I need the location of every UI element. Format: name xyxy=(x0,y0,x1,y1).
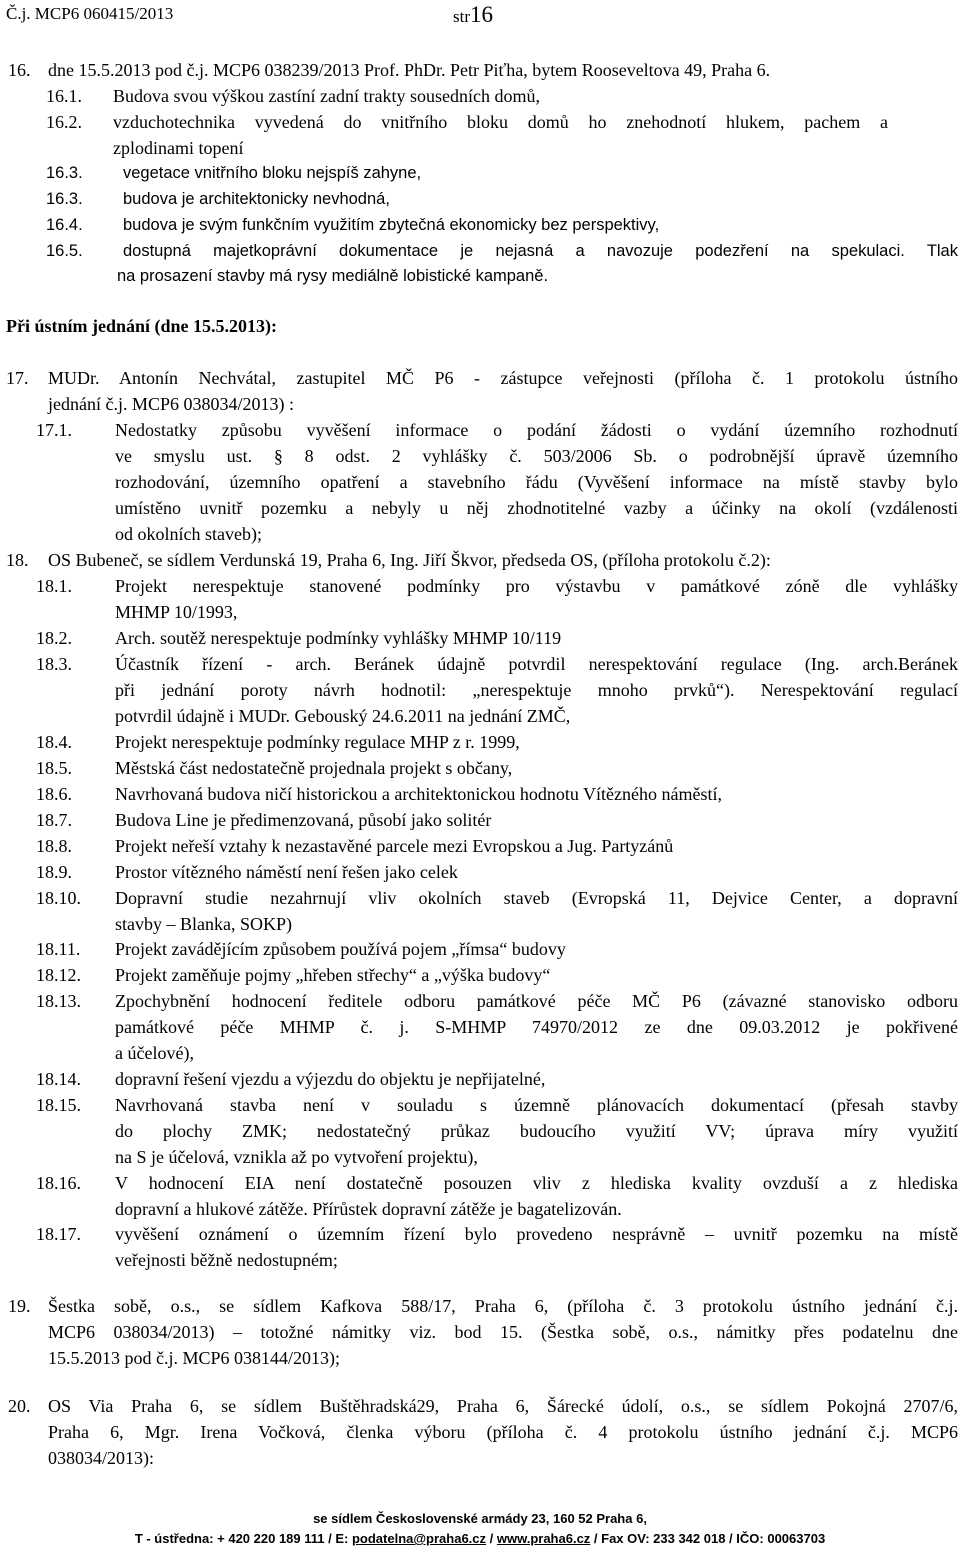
item-text: 038034/2013): xyxy=(48,1448,154,1468)
item-text: MCP6 038034/2013) – totožné námitky viz. bod 15. (Šestka sobě, o.s., námitky přes podatelnu dne xyxy=(48,1322,958,1342)
item-number: 16.5. xyxy=(46,242,83,260)
item-text: OS Via Praha 6, se sídlem Buštěhradská29, Praha 6, Šárecké údolí, o.s., se sídlem Pokojná 2707/6, xyxy=(48,1396,958,1416)
item-number: 16.1. xyxy=(46,86,82,106)
item-number: 18.8. xyxy=(36,836,72,856)
item-number: 16.3. xyxy=(46,190,83,208)
item-text: při jednání poroty návrh hodnotil: „nerespektuje mnoho prvků“). Nerespektování regulací xyxy=(115,680,958,700)
item-text: do plochy ZMK; nedostatečný průkaz budoucího využití VV; úprava míry využití xyxy=(115,1121,958,1141)
document-reference: Č.j. MCP6 060415/2013 xyxy=(6,4,174,23)
item-text: dostupná majetkoprávní dokumentace je nejasná a navozuje podezření na spekulaci. Tlak xyxy=(123,242,958,260)
item-text: dne 15.5.2013 pod č.j. MCP6 038239/2013 Prof. PhDr. Petr Piťha, bytem Rooseveltova 49, Praha 6. xyxy=(48,60,771,80)
item-text: 15.5.2013 pod č.j. MCP6 038144/2013); xyxy=(48,1348,341,1368)
item-text: Budova Line je předimenzovaná, působí jako solitér xyxy=(115,810,492,830)
item-text: dopravní řešení vjezdu a výjezdu do objektu je nepřijatelné, xyxy=(115,1069,546,1089)
item-text: Městská část nedostatečně projednala projekt s občany, xyxy=(115,758,513,778)
item-text: Projekt zaměňuje pojmy „hřeben střechy“ a „výška budovy“ xyxy=(115,965,551,985)
item-number: 16.4. xyxy=(46,216,83,234)
item-text: OS Bubeneč, se sídlem Verdunská 19, Praha 6, Ing. Jiří Škvor, předseda OS, (příloha protokolu č.2): xyxy=(48,550,771,570)
item-text: stavby – Blanka, SOKP) xyxy=(115,914,292,934)
page-number: str16 xyxy=(453,2,493,27)
item-number: 18.4. xyxy=(36,732,72,752)
item-text: Navrhovaná stavba není v souladu s územně plánovacích dokumentací (přesah stavby xyxy=(115,1095,958,1115)
email-link[interactable]: podatelna@praha6.cz xyxy=(351,1531,487,1546)
item-text: dopravní a hlukové zátěže. Přírůstek dopravní zátěže je bagatelizován. xyxy=(115,1199,622,1219)
item-text: MHMP 10/1993, xyxy=(115,602,238,622)
item-text: jednání č.j. MCP6 038034/2013) : xyxy=(48,394,294,414)
item-text: Šestka sobě, o.s., se sídlem Kafkova 588/17, Praha 6, (příloha č. 3 protokolu ústního jednání č.j. xyxy=(48,1296,958,1316)
item-number: 19. xyxy=(8,1296,31,1316)
item-number: 18.15. xyxy=(36,1095,81,1115)
item-text: Prostor vítězného náměstí není řešen jako celek xyxy=(115,862,458,882)
item-text: Dopravní studie nezahrnují vliv okolních staveb (Evropská 11, Dejvice Center, a dopravní xyxy=(115,888,958,908)
item-number: 17.1. xyxy=(36,420,72,440)
item-number: 20. xyxy=(8,1396,31,1416)
item-number: 16.3. xyxy=(46,164,83,182)
item-number: 16. xyxy=(8,60,31,80)
website-link[interactable]: www.praha6.cz xyxy=(496,1531,591,1546)
item-text: a účelové), xyxy=(115,1043,194,1063)
item-number: 18.6. xyxy=(36,784,72,804)
item-text: vyvěšení oznámení o územním řízení bylo provedeno nesprávně – uvnitř pozemku na místě xyxy=(115,1224,958,1244)
item-text: rozhodování, územního opatření a stavebního řádu (Vyvěšení informace na místě stavby bylo xyxy=(115,472,958,492)
item-number: 17. xyxy=(6,368,29,388)
item-text: Arch. soutěž nerespektuje podmínky vyhlášky MHMP 10/119 xyxy=(115,628,562,648)
item-number: 18.9. xyxy=(36,862,72,882)
footer-contact: T - ústředna: + 420 220 189 111 / E: podatelna@praha6.cz / www.praha6.cz / Fax OV: 233 342 018 / IČO: 00063703 xyxy=(134,1531,826,1546)
item-text: zplodinami topení xyxy=(113,138,244,158)
item-number: 18.5. xyxy=(36,758,72,778)
item-text: Projekt neřeší vztahy k nezastavěné parcele mezi Evropskou a Jug. Partyzánů xyxy=(115,836,674,856)
item-text: V hodnocení EIA není dostatečně posouzen vliv z hlediska kvality ovzduší a z hlediska xyxy=(115,1173,958,1193)
item-text: veřejnosti běžně nedostupném; xyxy=(115,1250,338,1270)
item-number: 18.1. xyxy=(36,576,72,596)
item-number: 18.10. xyxy=(36,888,81,908)
footer-address: se sídlem Československé armády 23, 160 52 Praha 6, xyxy=(313,1511,647,1526)
item-text: budova je svým funkčním využitím zbytečná ekonomicky bez perspektivy, xyxy=(123,216,660,234)
item-text: na S je účelová, vznikla až po vytvoření projektu), xyxy=(115,1147,478,1167)
item-text: na prosazení stavby má rysy mediálně lobistické kampaně. xyxy=(117,267,549,285)
item-text: Zpochybnění hodnocení ředitele odboru památkové péče MČ P6 (závazné stanovisko odboru xyxy=(115,991,958,1011)
item-text: Účastník řízení - arch. Beránek údajně potvrdil nerespektování regulace (Ing. arch.Beránek xyxy=(115,654,958,674)
item-text: vzduchotechnika vyvedená do vnitřního bloku domů ho znehodnotí hlukem, pachem a xyxy=(113,112,888,132)
item-text: památkové péče MHMP č. j. S-MHMP 74970/2012 ze dne 09.03.2012 je pokřivené xyxy=(115,1017,958,1037)
item-text: vegetace vnitřního bloku nejspíš zahyne, xyxy=(123,164,422,182)
item-text: Projekt nerespektuje stanovené podmínky pro výstavbu v památkové zóně dle vyhlášky xyxy=(115,576,958,596)
item-text: potvrdil údajně i MUDr. Gebouský 24.6.2011 na jednání ZMČ, xyxy=(115,706,571,726)
item-number: 18.13. xyxy=(36,991,81,1011)
item-number: 18.7. xyxy=(36,810,72,830)
item-number: 18.14. xyxy=(36,1069,81,1089)
item-text: Projekt zavádějícím způsobem používá pojem „římsa“ budovy xyxy=(115,939,566,959)
item-number: 18.16. xyxy=(36,1173,81,1193)
item-text: Budova svou výškou zastíní zadní trakty sousedních domů, xyxy=(113,86,540,106)
item-text: budova je architektonicky nevhodná, xyxy=(123,190,390,208)
item-number: 18. xyxy=(6,550,29,570)
item-text: Projekt nerespektuje podmínky regulace MHP z r. 1999, xyxy=(115,732,520,752)
item-text: Navrhovaná budova ničí historickou a architektonickou hodnotu Vítězného náměstí, xyxy=(115,784,723,804)
section-title: Při ústním jednání (dne 15.5.2013): xyxy=(6,316,278,336)
item-number: 18.11. xyxy=(36,939,81,959)
item-text: Nedostatky způsobu vyvěšení informace o podání žádosti o vydání územního rozhodnutí xyxy=(115,420,958,440)
item-number: 18.2. xyxy=(36,628,72,648)
item-text: od okolních staveb); xyxy=(115,524,262,544)
item-text: Praha 6, Mgr. Irena Vočková, členka výboru (příloha č. 4 protokolu ústního jednání č.j. MCP6 xyxy=(48,1422,958,1442)
item-number: 18.12. xyxy=(36,965,81,985)
item-number: 16.2. xyxy=(46,112,82,132)
item-text: ve smyslu ust. § 8 odst. 2 vyhlášky č. 503/2006 Sb. o podrobnější úpravě územního xyxy=(115,446,958,466)
item-text: umístěno uvnitř pozemku a nebyly u něj zhodnotitelné vazby a účinky na okolí (vzdálenosti xyxy=(115,498,958,518)
item-number: 18.3. xyxy=(36,654,72,674)
item-text: MUDr. Antonín Nechvátal, zastupitel MČ P6 - zástupce veřejnosti (příloha č. 1 protokolu ústního xyxy=(48,368,958,388)
item-number: 18.17. xyxy=(36,1224,81,1244)
